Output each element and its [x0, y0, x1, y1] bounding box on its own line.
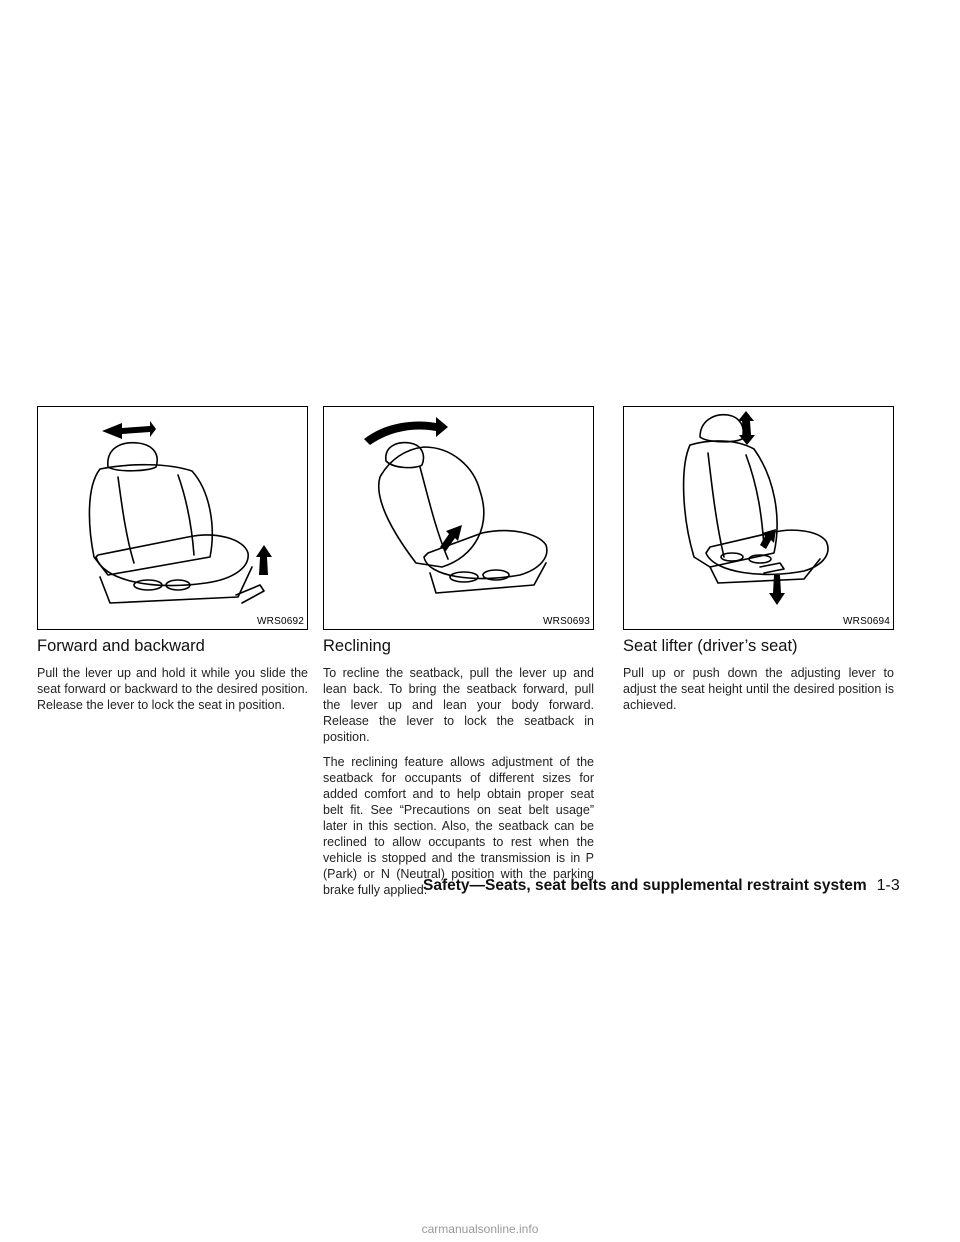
- section-paragraph: To recline the seatback, pull the lever up and lean back. To bring the seatback forward, pull the lever up and lean your body forward. Release the lever to lock the seatback in position.: [323, 666, 594, 744]
- seat-lifter-figure: [623, 406, 894, 630]
- seat-recline-figure: [323, 406, 594, 630]
- section-paragraph: Pull up or push down the adjusting lever to adjust the seat height until the desired position is achieved.: [623, 666, 894, 712]
- page-footer: [423, 877, 900, 895]
- section-seat-lifter: [623, 406, 894, 722]
- section-paragraph: The reclining feature allows adjustment of the seatback for occupants of different sizes for added comfort and to help obtain proper seat belt fit. See “Precautions on seat belt usage” later in this section. Also, the seatback can be reclined to allow occupants to rest when the vehicle is stopped and the transmission is in P (Park) or N (Neutral) position with the parking brake fully applied.: [323, 755, 594, 897]
- seat-slide-illustration: [38, 407, 307, 629]
- page-number: 1-3: [876, 877, 900, 894]
- figure-code: WRS0693: [543, 616, 590, 627]
- section-heading: Seat lifter (driver’s seat): [623, 637, 798, 655]
- figure-code: WRS0694: [843, 616, 890, 627]
- seat-lifter-illustration: [624, 407, 893, 629]
- section-heading: Reclining: [323, 637, 391, 655]
- section-heading: Forward and backward: [37, 637, 205, 655]
- figure-code: WRS0692: [257, 616, 304, 627]
- section-forward-backward: [37, 406, 308, 722]
- section-paragraph: Pull the lever up and hold it while you slide the seat forward or backward to the desired position. Release the lever to lock the seat in position.: [37, 666, 308, 712]
- watermark: carmanualsonline.info: [421, 1222, 539, 1236]
- seat-recline-illustration: [324, 407, 593, 629]
- seat-slide-figure: [37, 406, 308, 630]
- footer-chapter-title: Safety—Seats, seat belts and supplemental restraint system: [423, 877, 867, 894]
- section-reclining: [323, 406, 594, 907]
